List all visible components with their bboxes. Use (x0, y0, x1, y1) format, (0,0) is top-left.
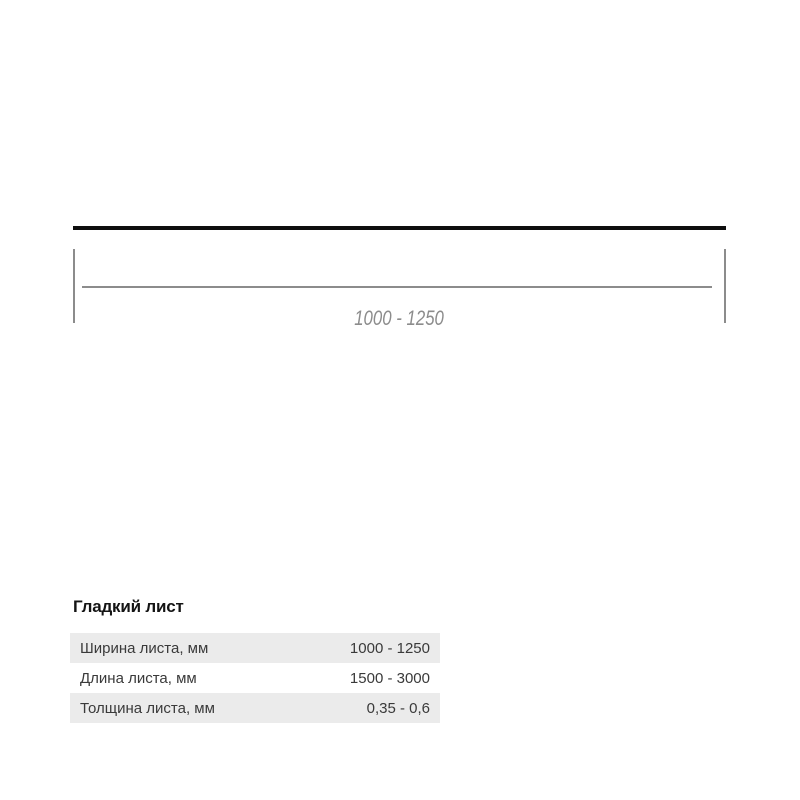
spec-label: Длина листа, мм (80, 669, 197, 687)
dimension-label: 1000 - 1250 (354, 307, 445, 330)
spec-section (70, 597, 440, 723)
table-row (70, 663, 440, 693)
spec-value: 0,35 - 0,6 (366, 699, 430, 717)
spec-table (70, 633, 440, 723)
spec-label: Толщина листа, мм (80, 699, 215, 717)
sheet-profile-line (73, 226, 726, 230)
table-row (70, 633, 440, 663)
spec-label: Ширина листа, мм (80, 639, 209, 657)
dimension-label-container (73, 306, 726, 332)
section-title: Гладкий лист (73, 597, 184, 616)
dimension-line (82, 286, 712, 288)
spec-value: 1500 - 3000 (349, 669, 430, 687)
table-row (70, 693, 440, 723)
spec-value: 1000 - 1250 (349, 639, 430, 657)
